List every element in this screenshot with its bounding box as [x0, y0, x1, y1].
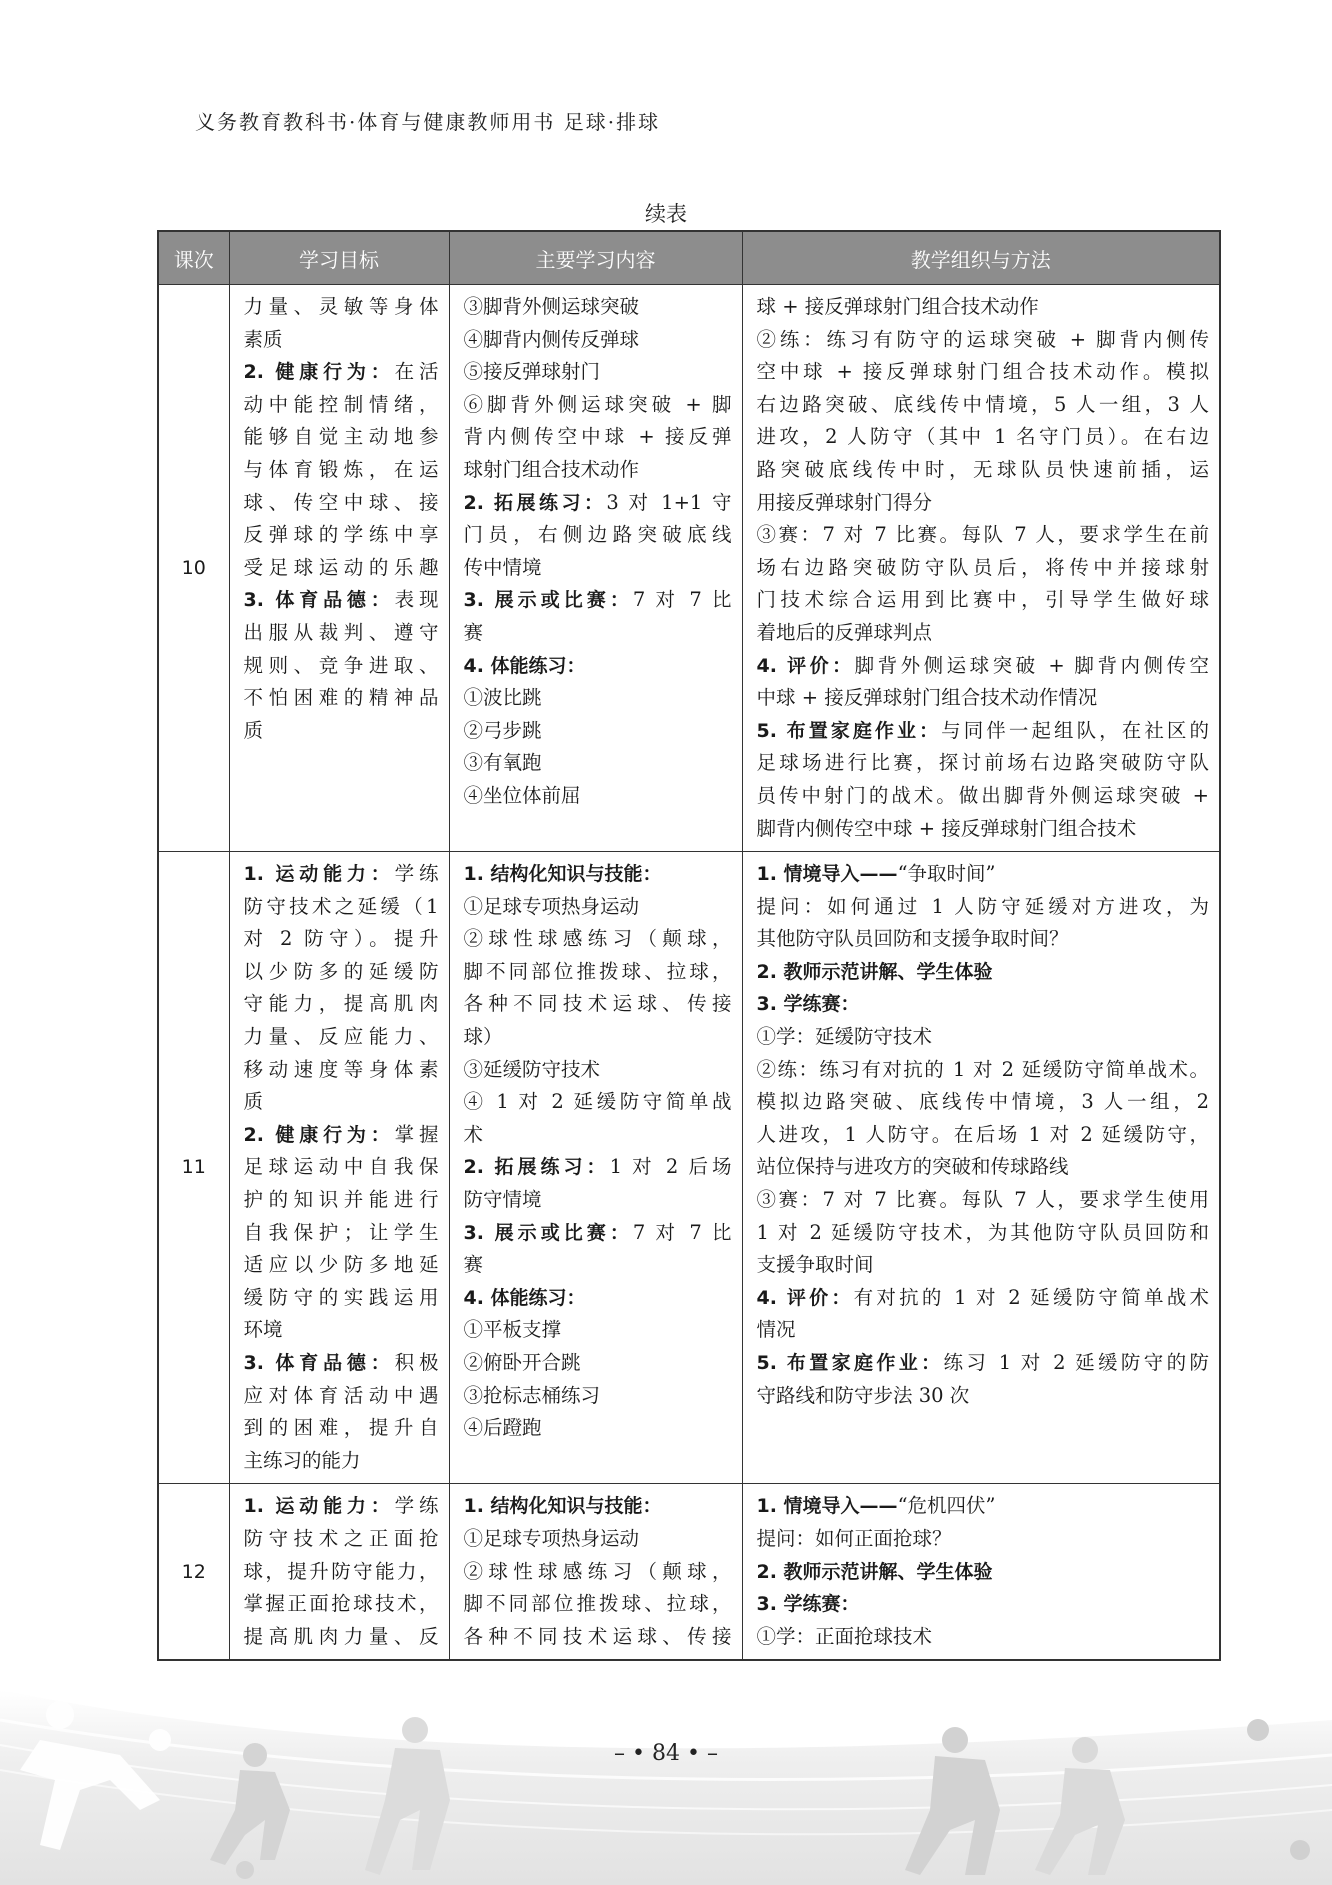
line-text: 脚背外侧运球突破 + 脚背内侧传空: [854, 653, 1209, 677]
line-text: 在活: [394, 360, 439, 384]
methods-line: [757, 858, 1210, 891]
col-header-methods: 教学组织与方法: [742, 231, 1220, 285]
line-text: 赛: [463, 1253, 484, 1277]
table-caption: 续表: [645, 202, 687, 226]
line-text: ②练：练习有对抗的 1 对 2 延缓防守简单战术。: [756, 1057, 1209, 1081]
line-text: ③赛：7 对 7 比赛。每队 7 人，要求学生在前: [756, 523, 1209, 547]
line-text: 以少防多的延缓防: [243, 959, 439, 983]
goals-line: [244, 1021, 439, 1054]
line-text: 积极: [394, 1351, 439, 1374]
goals-line: [244, 324, 439, 357]
line-text: 不怕困难的精神品: [243, 686, 439, 710]
line-text: ④坐位体前屈: [463, 783, 581, 807]
line-text: 能够自觉主动地参: [243, 425, 439, 449]
goals-cell: [229, 1484, 449, 1660]
line-text: 模拟边路突破、底线传中情境，3 人一组，2: [756, 1090, 1209, 1114]
line-text: 路突破底线传中时，无球队员快速前插，运: [756, 457, 1209, 481]
line-text: 用接反弹球射门得分: [756, 490, 933, 514]
bold-label: 3. 学练赛：: [756, 993, 860, 1016]
line-text: 人进攻，1 人防守。在后场 1 对 2 延缓防守，: [756, 1122, 1209, 1146]
sports-silhouette-band: [0, 1660, 1332, 1885]
content-line: [464, 858, 732, 891]
line-text: 员传中射门的战术。做出脚背外侧运球突破 +: [756, 783, 1209, 807]
methods-line: [757, 1314, 1210, 1347]
goals-line: [244, 291, 439, 324]
content-cell: [449, 285, 742, 852]
line-text: 空中球 + 接反弹球射门组合技术动作。模拟: [756, 360, 1209, 384]
methods-line: [757, 519, 1210, 552]
line-text: 力量、灵敏等身体: [243, 295, 439, 318]
goals-line: [244, 487, 439, 520]
line-text: ①平板支撑: [463, 1318, 562, 1342]
methods-line: [757, 1184, 1210, 1217]
line-text: 守路线和防守步法 30 次: [756, 1383, 970, 1407]
line-text: 防守情境: [463, 1188, 542, 1212]
line-text: ③延缓防守技术: [463, 1057, 601, 1081]
line-text: 质: [243, 718, 264, 742]
goals-line: [244, 584, 439, 617]
bold-label: 3. 学练赛：: [756, 1593, 860, 1616]
bold-label: 1. 情境导入——: [756, 863, 898, 886]
line-text: 出服从裁判、遵守: [243, 620, 439, 644]
goals-line: [244, 1621, 439, 1654]
line-text: 对 2 防守）。提升: [243, 927, 439, 951]
line-text: 球，提升防守能力，: [243, 1559, 439, 1583]
line-text: 各种不同技术运球、传接: [463, 992, 732, 1016]
content-line: [464, 1249, 732, 1282]
content-line: [464, 780, 732, 813]
content-line: [464, 1380, 732, 1413]
goals-line: [244, 617, 439, 650]
line-text: 着地后的反弹球判点: [756, 620, 933, 644]
goals-line: [244, 519, 439, 552]
goals-line: [244, 421, 439, 454]
content-line: [464, 389, 732, 422]
line-text: 护的知识并能进行: [243, 1188, 439, 1212]
goals-line: [244, 1086, 439, 1119]
methods-line: [757, 1556, 1210, 1589]
content-line: [464, 584, 732, 617]
methods-line: [757, 1217, 1210, 1250]
page-number: – • 84 • –: [614, 1741, 718, 1766]
methods-line: [757, 715, 1210, 748]
content-line: [464, 291, 732, 324]
line-text: ③脚背外侧运球突破: [463, 295, 640, 318]
bold-label: 4. 体能练习：: [463, 1286, 586, 1309]
content-line: [464, 421, 732, 454]
line-text: 球射门组合技术动作: [463, 457, 640, 481]
content-line: [464, 454, 732, 487]
methods-line: [757, 1021, 1210, 1054]
methods-line: [757, 1380, 1210, 1413]
line-text: “争取时间”: [897, 862, 996, 886]
line-text: ④ 1 对 2 延缓防守简单战: [463, 1090, 732, 1114]
lesson-number-cell: 12: [158, 1484, 229, 1660]
line-text: ③有氧跑: [463, 751, 542, 775]
line-text: 与同伴一起组队，在社区的: [941, 718, 1209, 742]
methods-line: [757, 747, 1210, 780]
line-text: 脚背内侧传空中球 + 接反弹球射门组合技术: [756, 816, 1137, 840]
goals-line: [244, 1151, 439, 1184]
line-text: 球）: [463, 1025, 503, 1049]
content-line: [464, 1347, 732, 1380]
content-line: [464, 1054, 732, 1087]
line-text: 提问：如何通过 1 人防守延缓对方进攻，为: [756, 894, 1209, 918]
lesson-number-cell: 10: [158, 285, 229, 852]
content-line: [464, 1184, 732, 1217]
line-text: 应对体育活动中遇: [243, 1383, 439, 1407]
content-line: [464, 1086, 732, 1119]
line-text: ③赛：7 对 7 比赛。每队 7 人，要求学生使用: [756, 1188, 1209, 1212]
line-text: 力量、反应能力、: [243, 1025, 439, 1049]
line-text: 守能力，提高肌肉: [243, 992, 439, 1016]
line-text: ②俯卧开合跳: [463, 1351, 581, 1374]
col-header-lesson: 课次: [158, 231, 229, 285]
methods-line: [757, 389, 1210, 422]
line-text: 表现: [394, 588, 439, 612]
content-cell: [449, 1484, 742, 1660]
content-line: [464, 487, 732, 520]
content-line: [464, 988, 732, 1021]
methods-line: [757, 1347, 1210, 1380]
line-text: 赛: [463, 620, 484, 644]
content-line: [464, 552, 732, 585]
methods-line: [757, 682, 1210, 715]
line-text: 场右边路突破防守队员后，将传中并接球射: [756, 555, 1209, 579]
content-line: [464, 650, 732, 683]
bold-label: 2. 健康行为：: [243, 361, 395, 384]
line-text: ①足球专项热身运动: [463, 1526, 640, 1550]
goals-line: [244, 356, 439, 389]
methods-line: [757, 1151, 1210, 1184]
content-line: [464, 715, 732, 748]
methods-line: [757, 923, 1210, 956]
line-text: 球 + 接反弹球射门组合技术动作: [756, 295, 1039, 318]
line-text: ②球性球感练习（颠球，: [463, 1559, 732, 1583]
line-text: “危机四伏”: [897, 1494, 996, 1518]
line-text: 1 对 2 后场: [609, 1155, 732, 1179]
bold-label: 2. 拓展练习：: [463, 491, 607, 514]
bold-label: 2. 拓展练习：: [463, 1156, 610, 1179]
line-text: ①足球专项热身运动: [463, 894, 640, 918]
content-line: [464, 1556, 732, 1589]
line-text: 动中能控制情绪，: [243, 392, 439, 416]
content-cell: [449, 852, 742, 1484]
line-text: 主练习的能力: [243, 1448, 361, 1472]
line-text: 进攻，2 人防守（其中 1 名守门员）。在右边: [756, 425, 1209, 449]
line-text: ①学：延缓防守技术: [756, 1025, 933, 1049]
line-text: 门技术综合运用到比赛中，引导学生做好球: [756, 588, 1209, 612]
goals-line: [244, 1184, 439, 1217]
content-line: [464, 1621, 732, 1654]
line-text: ⑤接反弹球射门: [463, 360, 601, 384]
methods-line: [757, 617, 1210, 650]
methods-cell: [742, 285, 1220, 852]
content-line: [464, 923, 732, 956]
bold-label: 2. 教师示范讲解、学生体验: [756, 960, 993, 983]
goals-line: [244, 1445, 439, 1478]
bold-label: 4. 评价：: [756, 654, 855, 677]
methods-line: [757, 421, 1210, 454]
lesson-number-cell: 11: [158, 852, 229, 1484]
content-line: [464, 519, 732, 552]
bold-label: 1. 结构化知识与技能：: [463, 1495, 662, 1518]
line-text: 防守技术之正面抢: [243, 1526, 439, 1550]
line-text: ④后蹬跑: [463, 1416, 542, 1440]
methods-line: [757, 291, 1210, 324]
line-text: 与体育锻炼，在运: [243, 457, 439, 481]
running-header: 义务教育教科书·体育与健康教师用书 足球·排球: [195, 110, 661, 134]
table-row: [158, 1484, 1220, 1660]
content-line: [464, 956, 732, 989]
line-text: 中球 + 接反弹球射门组合技术动作情况: [756, 686, 1098, 710]
line-text: 素质: [243, 327, 283, 351]
line-text: ③抢标志桶练习: [463, 1383, 601, 1407]
col-header-content: 主要学习内容: [449, 231, 742, 285]
goals-line: [244, 1314, 439, 1347]
goals-line: [244, 923, 439, 956]
line-text: 背内侧传空中球 + 接反弹: [463, 425, 732, 449]
goals-line: [244, 956, 439, 989]
goals-line: [244, 1217, 439, 1250]
bold-label: 2. 健康行为：: [243, 1123, 395, 1146]
line-text: 掌握: [394, 1122, 439, 1146]
bold-label: 2. 教师示范讲解、学生体验: [756, 1560, 993, 1583]
content-line: [464, 1151, 732, 1184]
methods-line: [757, 1086, 1210, 1119]
methods-line: [757, 324, 1210, 357]
methods-line: [757, 956, 1210, 989]
methods-line: [757, 1249, 1210, 1282]
line-text: 球、传空中球、接: [243, 490, 439, 514]
methods-line: [757, 1621, 1210, 1654]
methods-line: [757, 780, 1210, 813]
methods-line: [757, 1119, 1210, 1152]
line-text: 各种不同技术运球、传接: [463, 1624, 732, 1648]
goals-cell: [229, 285, 449, 852]
line-text: ①波比跳: [463, 686, 542, 710]
methods-line: [757, 1490, 1210, 1523]
line-text: 术: [463, 1122, 484, 1146]
line-text: 自我保护；让学生: [243, 1220, 439, 1244]
goals-line: [244, 682, 439, 715]
content-line: [464, 1412, 732, 1445]
methods-line: [757, 891, 1210, 924]
line-text: 掌握正面抢球技术，: [243, 1592, 439, 1616]
line-text: 足球运动中自我保: [243, 1155, 439, 1179]
line-text: 3 对 1+1 守: [606, 490, 732, 514]
table-row: [158, 285, 1220, 852]
line-text: 环境: [243, 1318, 283, 1342]
goals-line: [244, 1054, 439, 1087]
content-line: [464, 682, 732, 715]
content-line: [464, 1588, 732, 1621]
bold-label: 4. 评价：: [756, 1286, 854, 1309]
bold-label: 3. 展示或比赛：: [463, 589, 633, 612]
methods-cell: [742, 1484, 1220, 1660]
goals-line: [244, 988, 439, 1021]
line-text: ⑥脚背外侧运球突破 + 脚: [463, 392, 732, 416]
line-text: 1 对 2 延缓防守技术，为其他防守队员回防和: [756, 1220, 1209, 1244]
content-line: [464, 1119, 732, 1152]
goals-line: [244, 1282, 439, 1315]
line-text: 受足球运动的乐趣: [243, 555, 439, 579]
line-text: 质: [243, 1090, 264, 1114]
col-header-goals: 学习目标: [229, 231, 449, 285]
goals-line: [244, 858, 439, 891]
methods-line: [757, 487, 1210, 520]
methods-cell: [742, 852, 1220, 1484]
bold-label: 1. 运动能力：: [243, 1495, 395, 1518]
line-text: 提高肌肉力量、反: [243, 1624, 439, 1648]
line-text: ②弓步跳: [463, 718, 542, 742]
line-text: 反弹球的学练中享: [243, 523, 439, 547]
methods-line: [757, 1523, 1210, 1556]
line-text: ④脚背内侧传反弹球: [463, 327, 640, 351]
line-text: 足球场进行比赛，探讨前场右边路突破防守队: [756, 751, 1209, 775]
goals-line: [244, 1347, 439, 1380]
goals-line: [244, 1588, 439, 1621]
line-text: 适应以少防多地延: [243, 1253, 439, 1277]
goals-line: [244, 1523, 439, 1556]
goals-line: [244, 1380, 439, 1413]
methods-line: [757, 584, 1210, 617]
line-text: 规则、竞争进取、: [243, 653, 439, 677]
line-text: 7 对 7 比: [632, 1220, 732, 1244]
goals-line: [244, 1119, 439, 1152]
bold-label: 4. 体能练习：: [463, 654, 586, 677]
bold-label: 3. 体育品德：: [243, 1352, 395, 1374]
content-line: [464, 1021, 732, 1054]
line-text: 学练: [394, 1494, 439, 1518]
table-row: [158, 852, 1220, 1484]
goals-line: [244, 552, 439, 585]
line-text: 练习 1 对 2 延缓防守的防: [943, 1351, 1209, 1374]
line-text: 提问：如何正面抢球？: [756, 1526, 952, 1550]
line-text: ②球性球感练习（颠球，: [463, 927, 732, 951]
goals-line: [244, 891, 439, 924]
methods-line: [757, 650, 1210, 683]
line-text: ②练：练习有防守的运球突破 + 脚背内侧传: [756, 327, 1209, 351]
methods-line: [757, 813, 1210, 846]
line-text: 脚不同部位推拨球、拉球，: [463, 959, 732, 983]
line-text: 到的困难，提升自: [243, 1416, 439, 1440]
line-text: 传中情境: [463, 555, 542, 579]
line-text: 其他防守队员回防和支援争取时间？: [756, 927, 1069, 951]
bold-label: 1. 情境导入——: [756, 1495, 898, 1518]
line-text: ①学：正面抢球技术: [756, 1624, 933, 1648]
methods-line: [757, 356, 1210, 389]
content-line: [464, 891, 732, 924]
content-line: [464, 617, 732, 650]
goals-line: [244, 715, 439, 748]
goals-line: [244, 454, 439, 487]
goals-line: [244, 1490, 439, 1523]
content-line: [464, 1314, 732, 1347]
goals-line: [244, 1249, 439, 1282]
bold-label: 3. 展示或比赛：: [463, 1221, 633, 1244]
line-text: 右边路突破、底线传中情境，5 人一组，3 人: [756, 392, 1209, 416]
content-line: [464, 1282, 732, 1315]
content-line: [464, 747, 732, 780]
content-line: [464, 1490, 732, 1523]
goals-line: [244, 650, 439, 683]
methods-line: [757, 552, 1210, 585]
line-text: 有对抗的 1 对 2 延缓防守简单战术: [853, 1285, 1209, 1309]
content-line: [464, 324, 732, 357]
line-text: 站位保持与进攻方的突破和传球路线: [756, 1155, 1069, 1179]
line-text: 学练: [394, 862, 439, 886]
bold-label: 1. 结构化知识与技能：: [463, 863, 662, 886]
goals-line: [244, 1556, 439, 1589]
bold-label: 1. 运动能力：: [243, 863, 395, 886]
content-line: [464, 356, 732, 389]
methods-line: [757, 1588, 1210, 1621]
goals-cell: [229, 852, 449, 1484]
content-line: [464, 1523, 732, 1556]
lesson-plan-table: [157, 230, 1221, 1661]
methods-line: [757, 988, 1210, 1021]
line-text: 情况: [756, 1318, 796, 1342]
line-text: 门员，右侧边路突破底线: [463, 523, 732, 547]
methods-line: [757, 1054, 1210, 1087]
line-text: 移动速度等身体素: [243, 1057, 439, 1081]
table-header-row: [158, 231, 1220, 285]
bold-label: 3. 体育品德：: [243, 589, 395, 612]
methods-line: [757, 454, 1210, 487]
content-line: [464, 1217, 732, 1250]
line-text: 防守技术之延缓（1: [243, 894, 439, 918]
bold-label: 5. 布置家庭作业：: [756, 719, 942, 742]
bold-label: 5. 布置家庭作业：: [756, 1352, 944, 1374]
methods-line: [757, 1282, 1210, 1315]
goals-line: [244, 389, 439, 422]
line-text: 7 对 7 比: [632, 588, 732, 612]
goals-line: [244, 1412, 439, 1445]
line-text: 脚不同部位推拨球、拉球，: [463, 1592, 732, 1616]
line-text: 支援争取时间: [756, 1253, 874, 1277]
line-text: 缓防守的实践运用: [243, 1285, 439, 1309]
